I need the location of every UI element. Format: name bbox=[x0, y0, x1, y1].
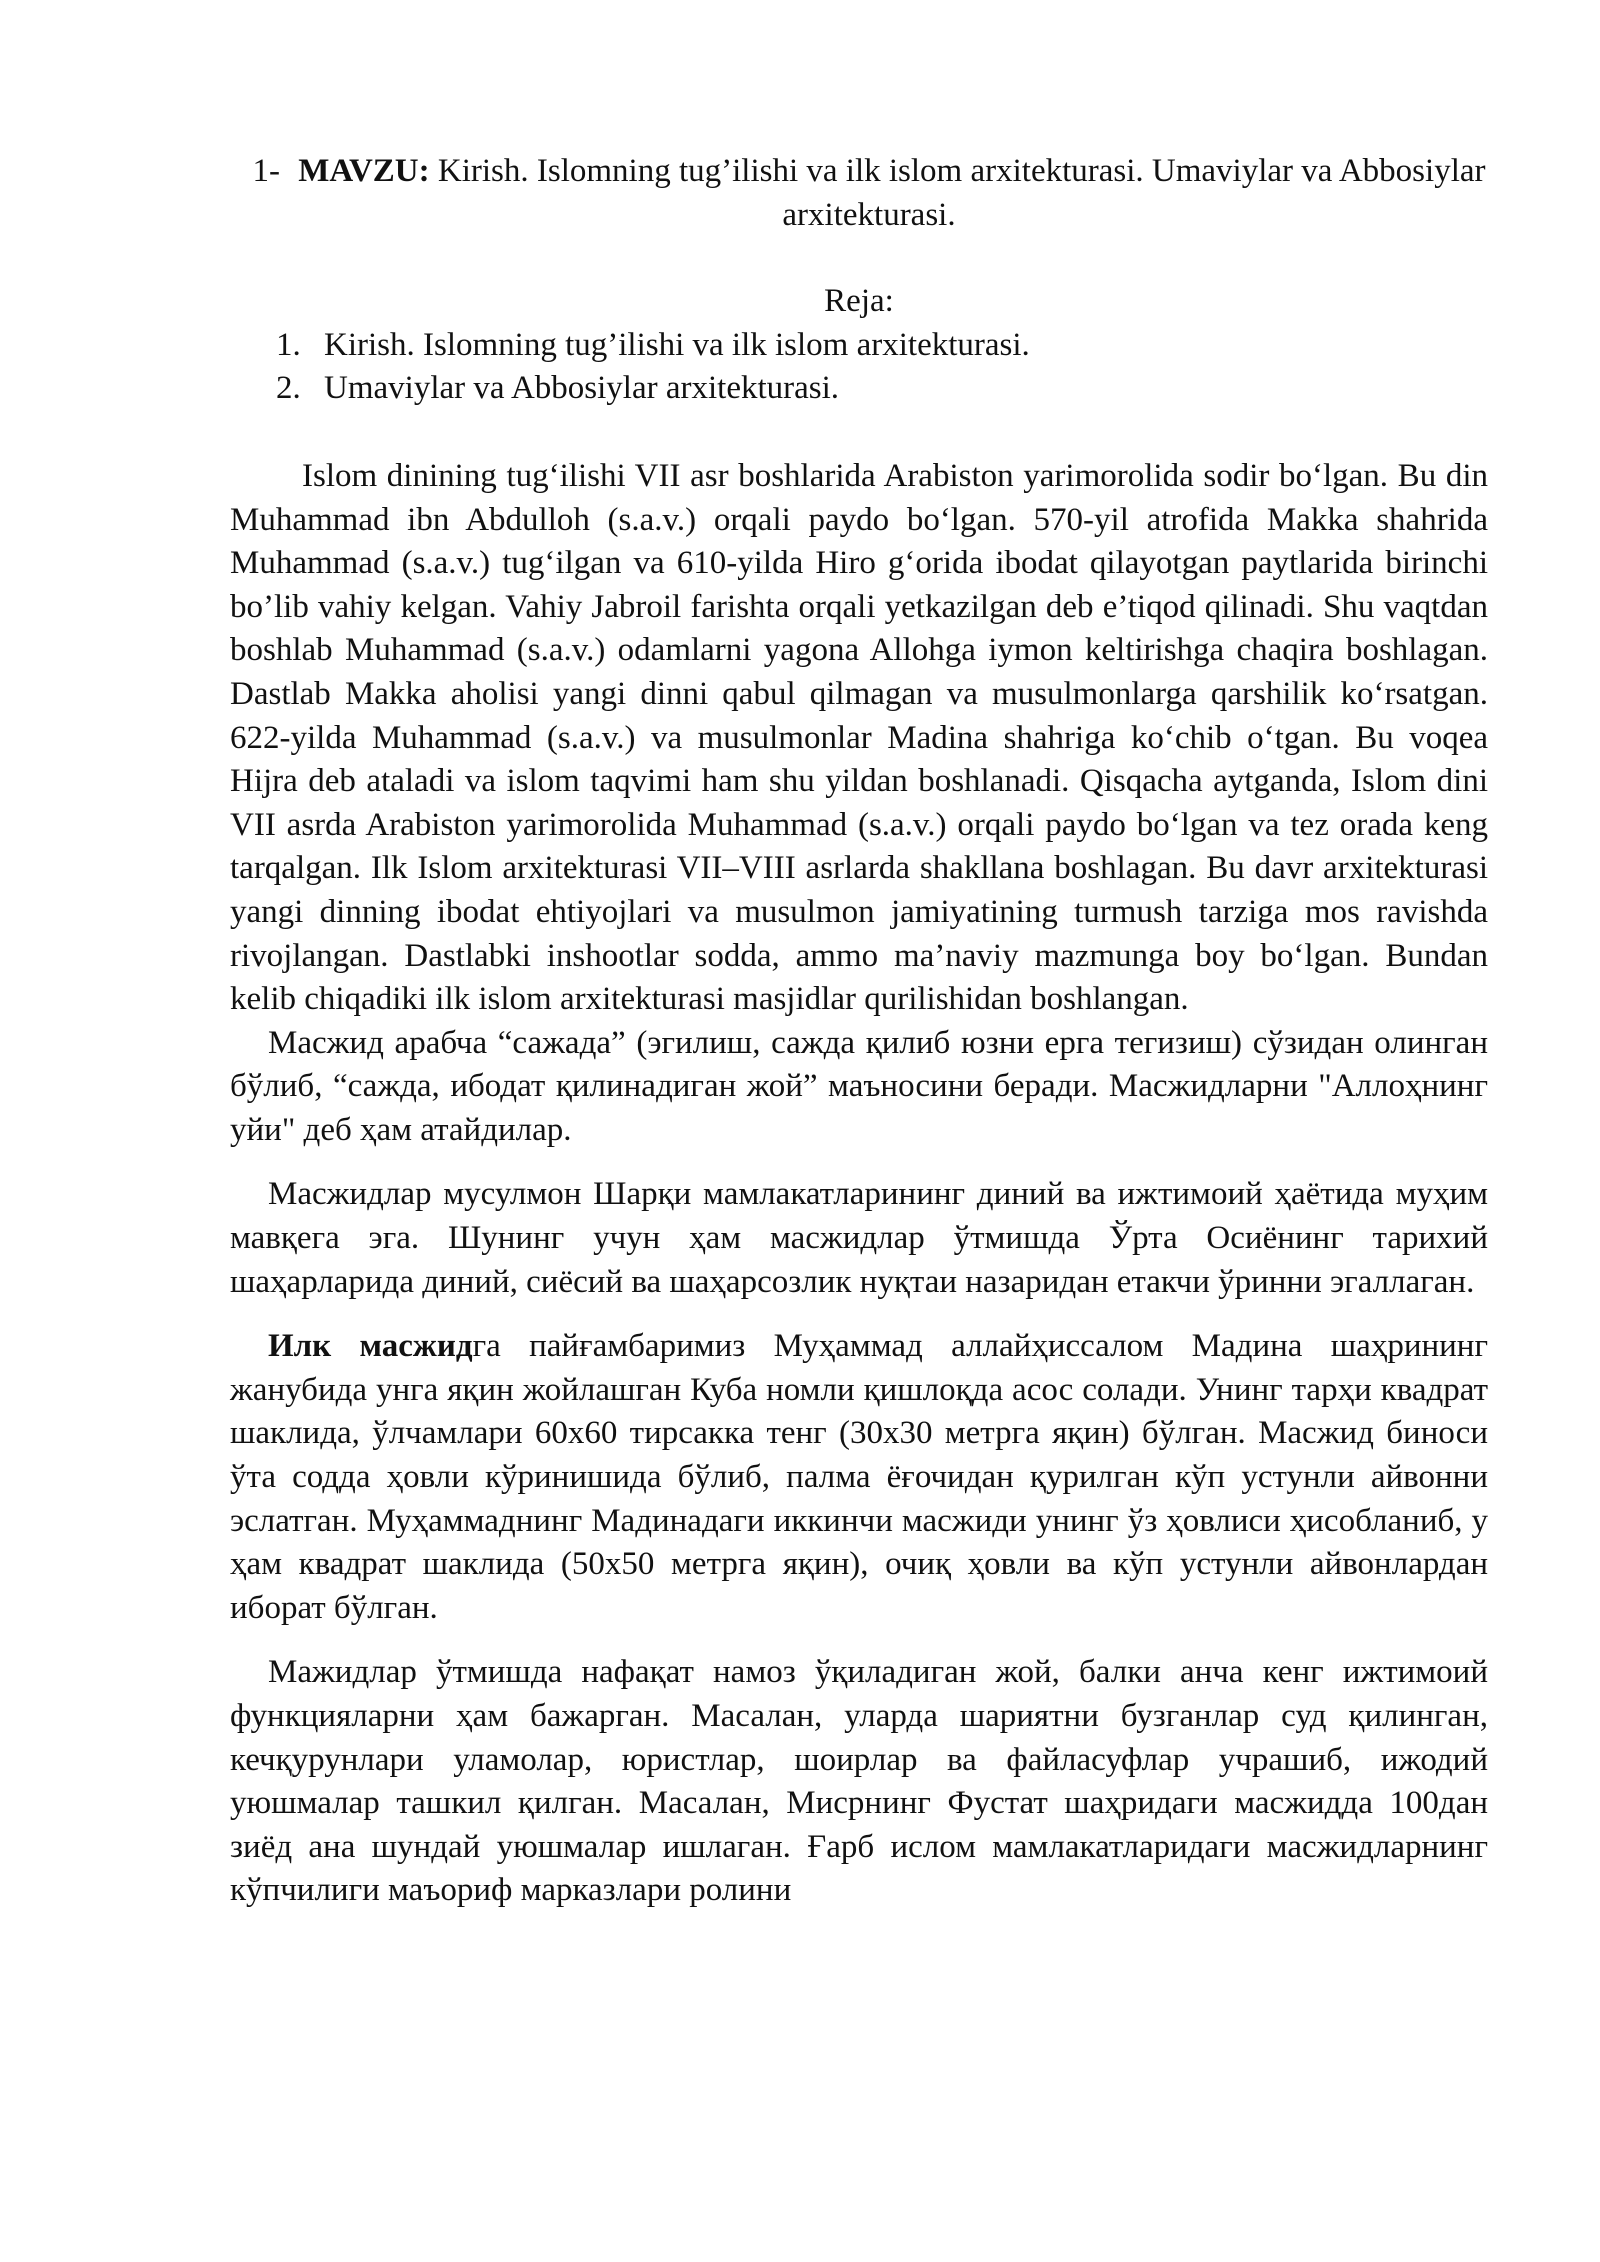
plan-heading: Reja: bbox=[824, 283, 894, 320]
paragraph-mosque-functions: Мажидлар ўтмишда нафақат намоз ўқиладиган жой, балки анча кенг ижтимоий функцияларни ҳам бажарган. Масалан, уларда шариятни бузганлар суд қилинган, кечқурунлари уламолар, юристлар, шоирлар ва файласуфлар учрашиб, ижодий уюшмалар ташкил қилган. Масалан, Мисрнинг Фустат шаҳридаги масжидда 100дан зиёд ана шундай уюшмалар ишлаган. Ғарб ислом мамлакатларидаги масжидларнинг кўпчилиги маъориф марказлари ролини bbox=[230, 1654, 1488, 1909]
topic-title bbox=[230, 150, 1488, 237]
plan-item-number: 2. bbox=[276, 370, 301, 407]
paragraph-first-mosque bbox=[230, 1325, 1488, 1630]
paragraph-mosque-role: Масжидлар мусулмон Шарқи мамлакатларининг диний ва ижтимоий ҳаётида муҳим мавқега эга. Шунинг учун ҳам масжидлар ўтмишда Ўрта Осиёнинг тарихий шаҳарларида диний, сиёсий ва шаҳарсозлик нуқтаи назаридан етакчи ўринни эгаллаган. bbox=[230, 1176, 1488, 1300]
plan-item-text: Kirish. Islomning tug’ilishi va ilk islom arxitekturasi. bbox=[324, 326, 1030, 363]
plan-item-text: Umaviylar va Abbosiylar arxitekturasi. bbox=[324, 370, 840, 407]
topic-text: Kirish. Islomning tug’ilishi va ilk islom arxitekturasi. Umaviylar va Abbosiylar arxitekturasi. bbox=[437, 153, 1486, 233]
first-mosque-text: га пайғамбаримиз Муҳаммад аллайҳиссалом Мадина шаҳрининг жанубида унга яқин жойлашган Куба номли қишлоқда асос солади. Унинг тарҳи квадрат шаклида, ўлчамлари 60х60 тирсакка тенг (30х30 метрга яқин) бўлган. Масжид биноси ўта содда ҳовли кўринишида бўлиб, палма ёғочидан қурилган кўп устунли айвонни эслатган. Муҳаммаднинг Мадинадаги иккинчи масжиди унинг ўз ҳовлиси ҳисобланиб, у ҳам квадрат шаклида (50х50 метрга яқин), очиқ ҳовли ва кўп устунли айвонлардан иборат бўлган. bbox=[230, 1328, 1488, 1626]
paragraph-islam-origin: Islom dinining tug‘ilishi VII asr boshlarida Arabiston yarimorolida sodir bo‘lgan. Bu din Muhammad ibn Abdulloh (s.a.v.) orqali paydo bo‘lgan. 570-yil atrofida Makka shahrida Muhammad (s.a.v.) tug‘ilgan va 610-yilda Hiro g‘orida ibodat qilayotgan paytlarida birinchi bo’lib vahiy kelgan. Vahiy Jabroil farishta orqali yetkazilgan deb e’tiqod qilinadi. Shu vaqtdan boshlab Muhammad (s.a.v.) odamlarni yagona Allohga iymon keltirishga chaqira boshlagan. Dastlab Makka aholisi yangi dinni qabul qilmagan va musulmonlarga qarshilik ko‘rsatgan. 622-yilda Muhammad (s.a.v.) va musulmonlar Madina shahriga ko‘chib o‘tgan. Bu voqea Hijra deb ataladi va islom taqvimi ham shu yildan boshlanadi. Qisqacha aytganda, Islom dini VII asrda Arabiston yarimorolida Muhammad (s.a.v.) orqali paydo bo‘lgan va tez orada keng tarqalgan. Ilk Islom arxitekturasi VII–VIII asrlarda shakllana boshlagan. Bu davr arxitekturasi yangi dinning ibodat ehtiyojlari va musulmon jamiyatining turmush tarziga mos ravishda rivojlangan. Dastlabki inshootlar sodda, ammo ma’naviy mazmunga boy bo‘lgan. Bundan kelib chiqadiki ilk islom arxitekturasi masjidlar qurilishidan boshlangan. bbox=[230, 457, 1488, 1018]
topic-label: MAVZU: bbox=[298, 153, 430, 189]
plan-list bbox=[230, 324, 1488, 411]
plan-item bbox=[276, 367, 1488, 411]
plan-item-number: 1. bbox=[276, 326, 301, 363]
first-mosque-term: Илк масжид bbox=[268, 1328, 473, 1365]
plan-item bbox=[276, 324, 1488, 368]
paragraph-mosque-definition: Масжид арабча “сажада” (эгилиш, сажда қилиб юзни ерга тегизиш) сўзидан олинган бўлиб, “сажда, ибодат қилинадиган жой” маъносини беради. Масжидларни "Аллоҳнинг уйи" деб ҳам атайдилар. bbox=[230, 1024, 1488, 1148]
topic-number: 1- bbox=[252, 153, 280, 189]
document-page bbox=[230, 150, 1488, 1913]
